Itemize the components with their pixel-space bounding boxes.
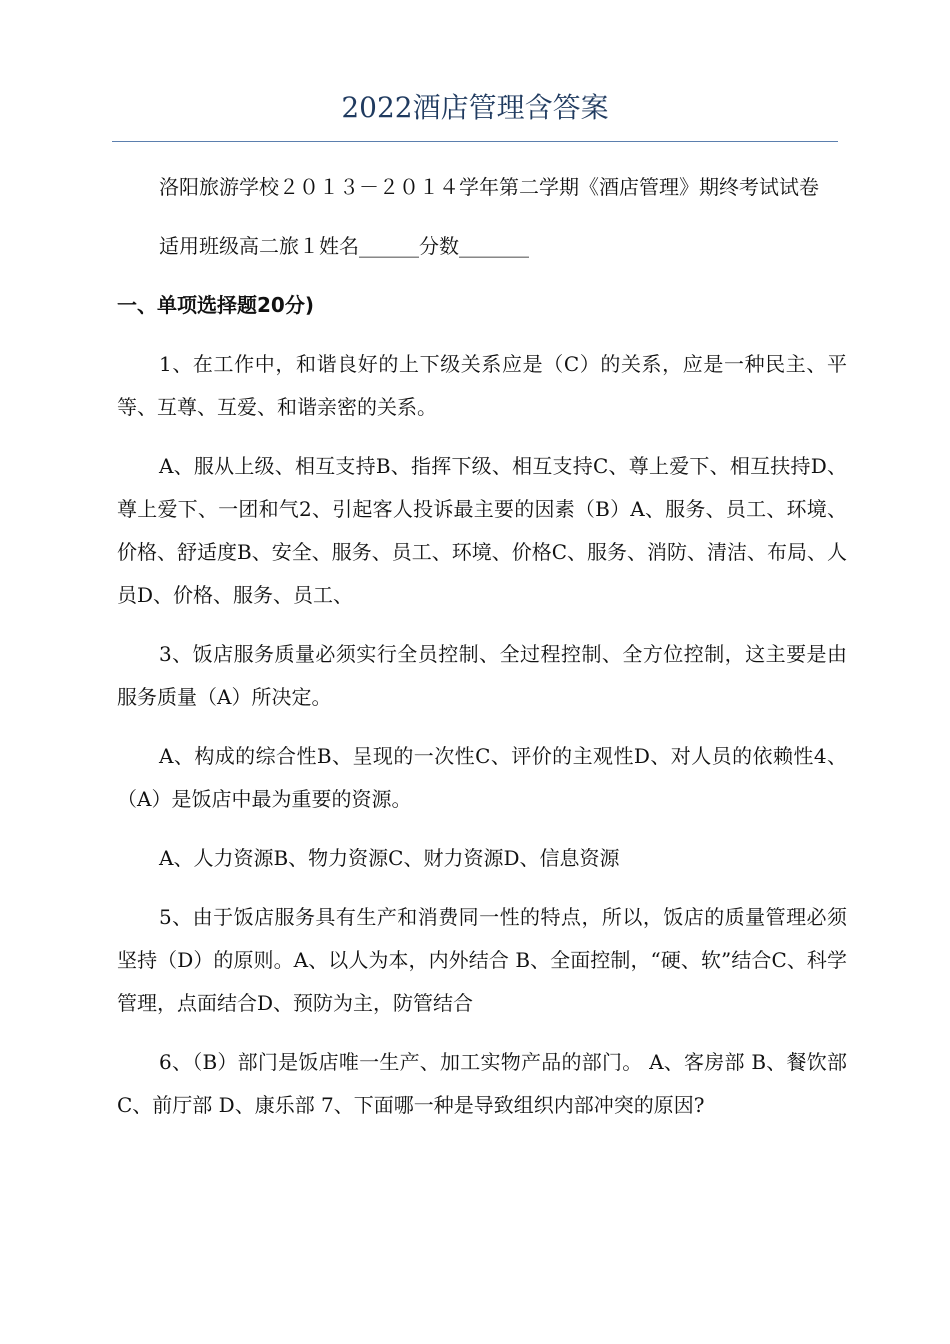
question-6: 6、（B）部门是饭店唯一生产、加工实物产品的部门。 A、客房部 B、餐饮部 C、前厅部 D、康乐部 7、下面哪一种是导致组织内部冲突的原因?: [117, 1050, 847, 1117]
document-title: 2022酒店管理含答案: [341, 91, 609, 124]
exam-header: 洛阳旅游学校２０１３－２０１４学年第二学期《酒店管理》期终考试试卷: [159, 175, 819, 199]
question-5: 5、由于饭店服务具有生产和消费同一性的特点，所以，饭店的质量管理必须坚持（D）的原则。A、以人为本，内外结合 B、全面控制，“硬、软”结合C、科学管理，点面结合D、预防为主，防管结合: [117, 905, 847, 1015]
section-heading: 一、单项选择题20分): [117, 293, 314, 317]
document-body: [117, 166, 847, 1143]
question-3: 3、饭店服务质量必须实行全员控制、全过程控制、全方位控制，这主要是由服务质量（A）所决定。: [117, 642, 847, 709]
question-4-options: A、人力资源B、物力资源C、财力资源D、信息资源: [159, 846, 620, 870]
question-3-options: A、构成的综合性B、呈现的一次性C、评价的主观性D、对人员的依赖性4、（A）是饭店中最为重要的资源。: [117, 744, 847, 811]
question-1-options: A、服从上级、相互支持B、指挥下级、相互支持C、尊上爱下、相互扶持D、尊上爱下、一团和气2、引起客人投诉最主要的因素（B）A、服务、员工、环境、价格、舒适度B、安全、服务、员工、环境、价格C、服务、消防、清洁、布局、人员D、价格、服务、员工、: [117, 454, 847, 607]
class-name-score-line: 适用班级高二旅１姓名______分数_______: [159, 234, 529, 258]
question-1: 1、在工作中，和谐良好的上下级关系应是（C）的关系，应是一种民主、平等、互尊、互爱、和谐亲密的关系。: [117, 352, 847, 419]
title-divider: [112, 141, 838, 142]
